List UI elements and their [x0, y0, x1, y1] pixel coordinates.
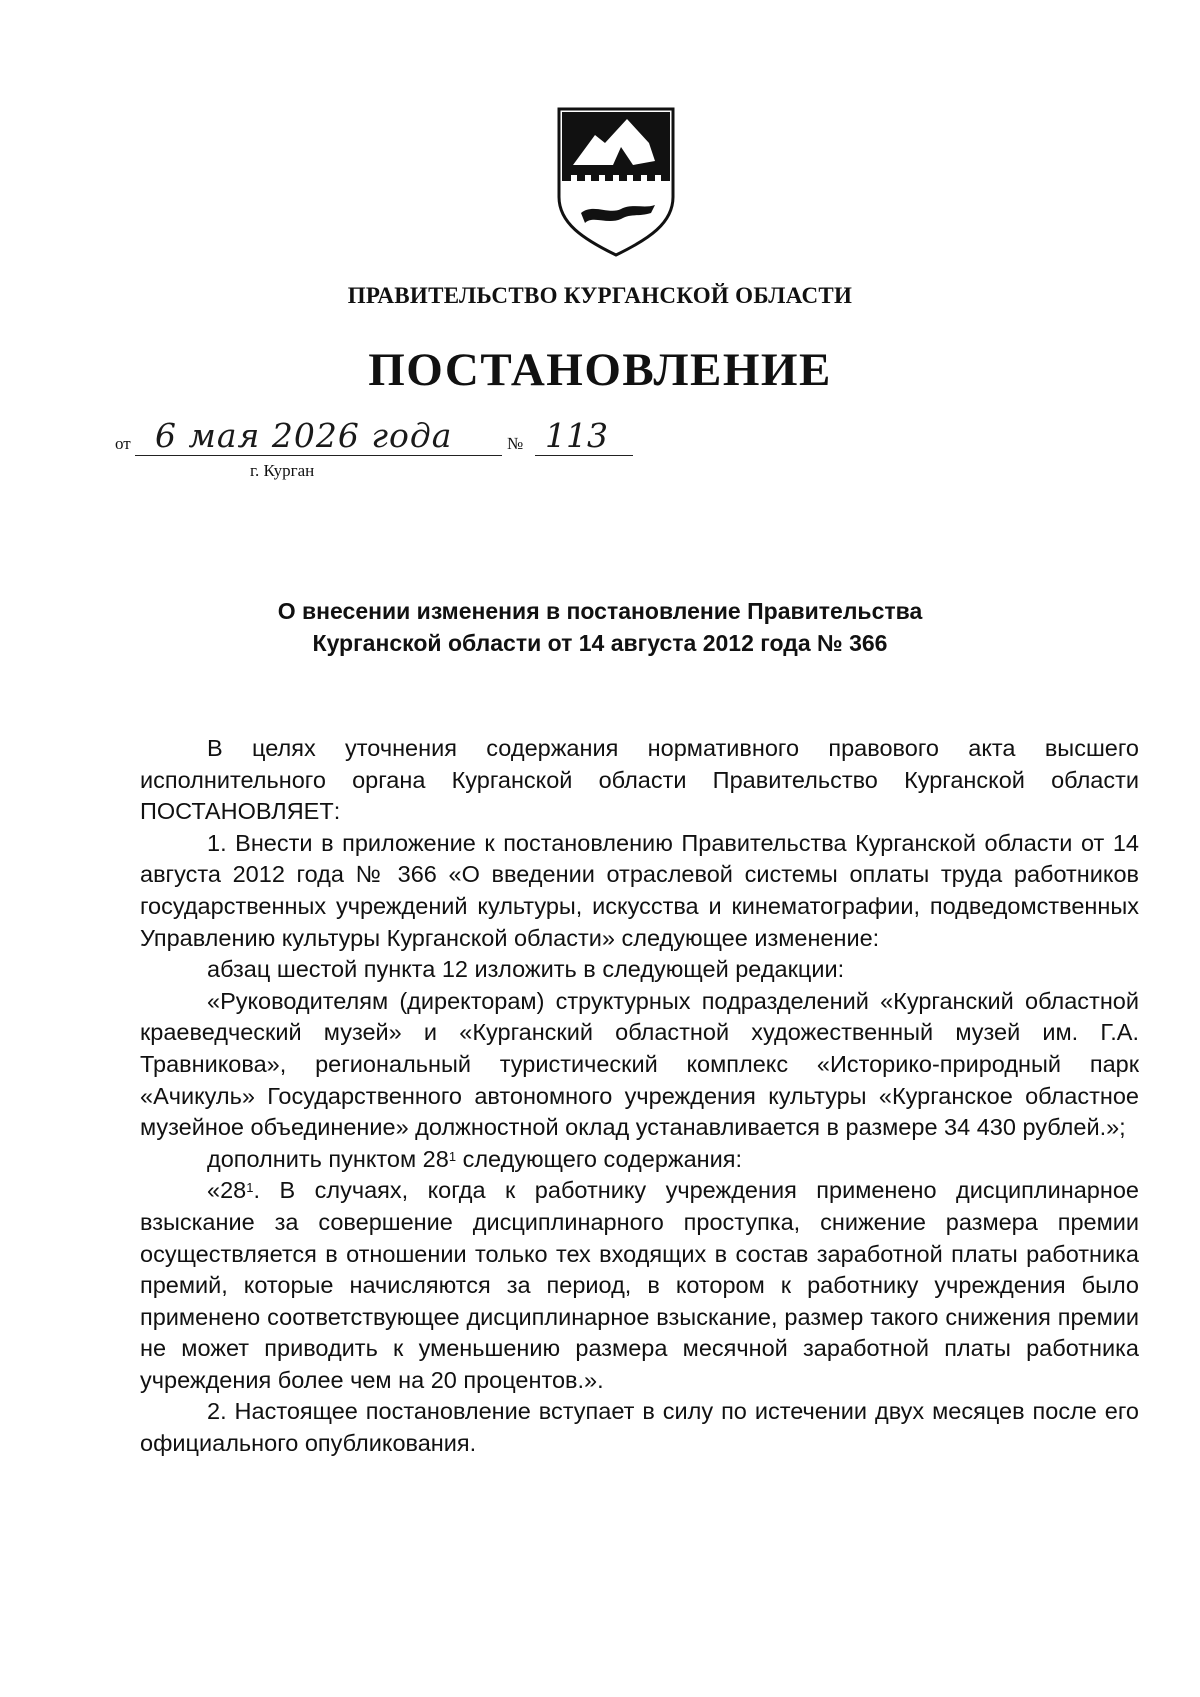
- paragraph: [140, 1144, 1139, 1176]
- paragraph: [140, 1175, 1139, 1396]
- coat-of-arms-icon: [551, 105, 681, 260]
- handwritten-number: 113: [545, 416, 608, 455]
- paragraph: 2. Настоящее постановление вступает в силу по истечении двух месяцев после его официального опубликования.: [140, 1398, 1139, 1457]
- text-run: «28: [207, 1177, 247, 1204]
- title-line: Курганской области от 14 августа 2012 года № 366: [312, 630, 888, 656]
- superscript: 1: [448, 1148, 457, 1164]
- text-run: . В случаях, когда к работнику учреждения применено дисциплинарное взыскание за совершение дисциплинарного проступка, снижение размера премии осуществляется в отношении только тех входящих в состав заработной платы работника премий, которые начисляются за период, в котором к работнику учреждения было применено соответствующее дисциплинарное взыскание, размер такого снижения премии не может приводить к уменьшению размера месячной заработной платы работника учреждения более чем на 20 процентов.».: [140, 1177, 1139, 1393]
- date-underline: [135, 455, 502, 456]
- document-body: [140, 733, 1139, 1460]
- city-label: г. Курган: [250, 461, 315, 480]
- paragraph: В целях уточнения содержания нормативного правового акта высшего исполнительного органа Курганской области Правительство Курганской области ПОСТАНОВЛЯЕТ:: [140, 735, 1139, 825]
- text-run: следующего содержания:: [456, 1145, 743, 1172]
- date-label: от: [115, 434, 131, 453]
- title-line: О внесении изменения в постановление Правительства: [277, 598, 923, 624]
- handwritten-date: 6 мая 2026 года: [155, 416, 453, 455]
- number-label: №: [507, 434, 524, 453]
- authority-name: ПРАВИТЕЛЬСТВО КУРГАНСКОЙ ОБЛАСТИ: [347, 283, 853, 308]
- paragraph: «Руководителям (директорам) структурных подразделений «Курганский областной краеведческий музей» и «Курганский областной художественный музей им. Г.А. Травникова», региональный туристический комплекс «Историко-природный парк «Ачикуль» Государственного автономного учреждения культуры «Курганское областное музейное объединение» должностной оклад устанавливается в размере 34 430 рублей.»;: [140, 987, 1139, 1141]
- text-run: дополнить пунктом 28: [207, 1145, 449, 1172]
- document-type: ПОСТАНОВЛЕНИЕ: [368, 344, 832, 396]
- number-underline: [535, 455, 633, 456]
- paragraph: 1. Внести в приложение к постановлению Правительства Курганской области от 14 августа 2012 года № 366 «О введении отраслевой системы оплаты труда работников государственных учреждений культуры, искусства и кинематографии, подведомственных Управлению культуры Курганской области» следующее изменение:: [140, 829, 1139, 951]
- date-number-line: [115, 416, 635, 460]
- superscript: 1: [246, 1180, 254, 1196]
- document-title: [140, 595, 1060, 659]
- paragraph: абзац шестой пункта 12 изложить в следующей редакции:: [207, 956, 845, 983]
